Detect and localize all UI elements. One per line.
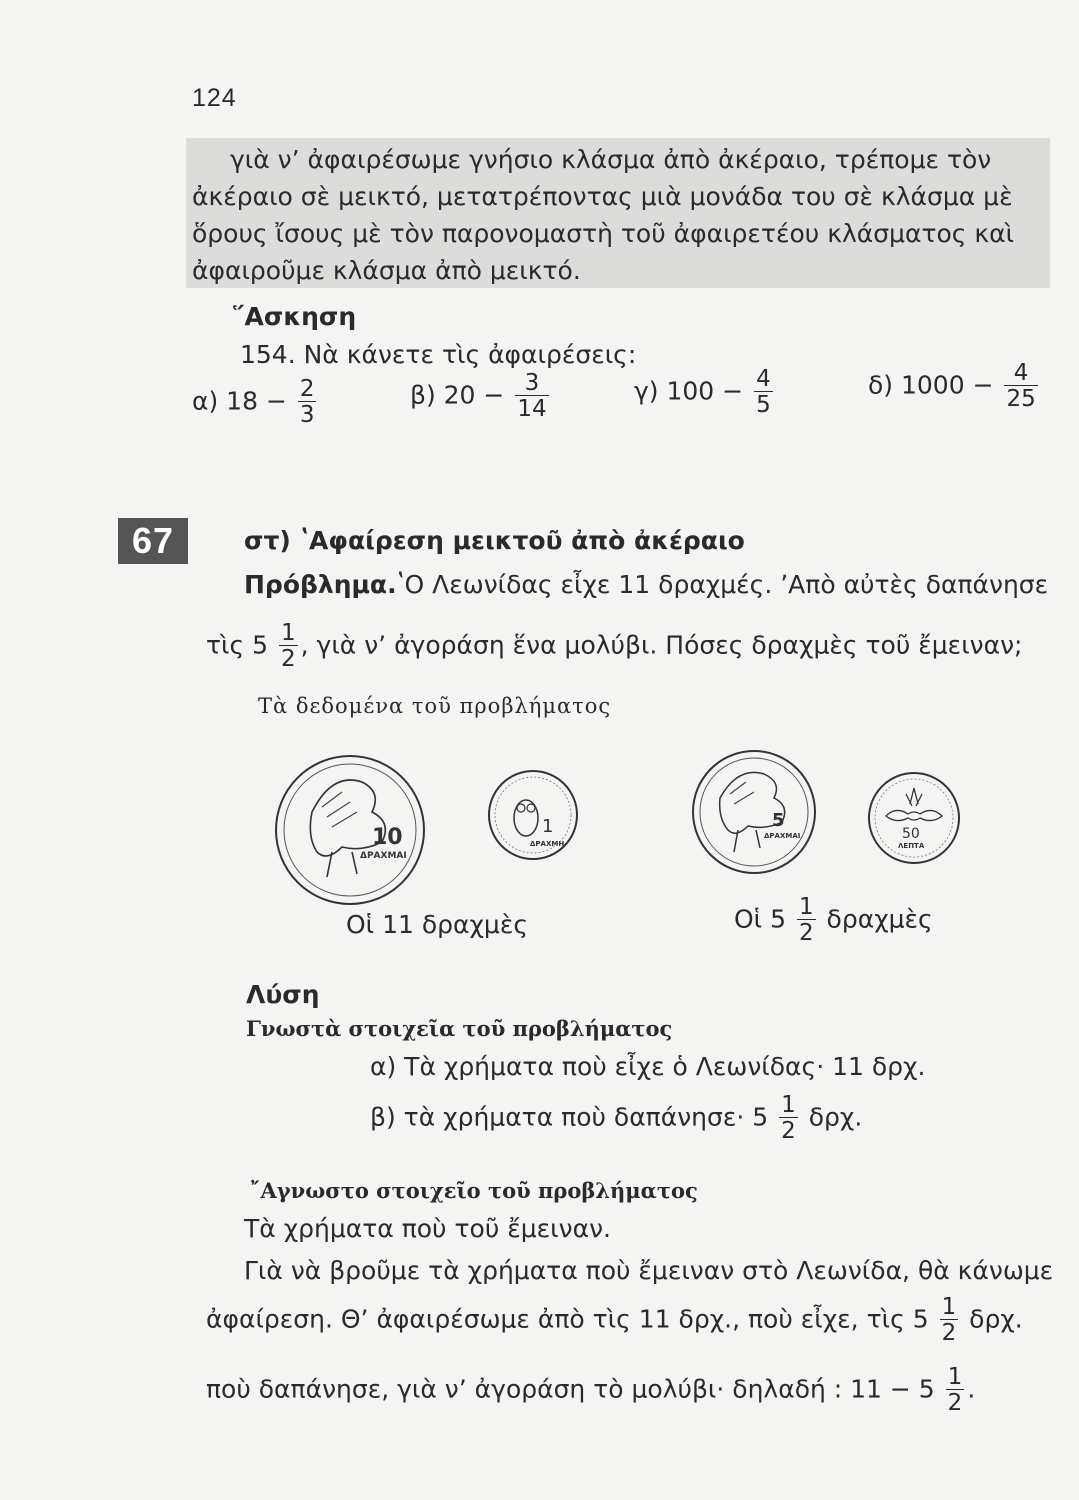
intro-line-1: γιὰ ν’ ἀφαιρέσωμε γνήσιο κλάσμα ἀπὸ ἀκέραιο, τρέπομε τὸν — [230, 145, 992, 174]
solution-paragraph-line-3 — [206, 1366, 975, 1415]
denominator: 14 — [517, 396, 547, 422]
numerator: 1 — [281, 620, 296, 646]
intro-line-2: ἀκέραιο σὲ μεικτό, μετατρέποντας μιὰ μονάδα του σὲ κλάσμα μὲ — [192, 182, 1013, 211]
exercise-item-label: δ) 1000 − — [868, 370, 994, 400]
numerator: 3 — [515, 372, 548, 396]
coin-1-drachmi — [486, 768, 580, 862]
denominator: 3 — [299, 402, 315, 428]
denominator: 2 — [947, 1390, 963, 1416]
fraction-one-half — [797, 896, 816, 945]
problem-line-2-start: τὶς 5 — [206, 630, 269, 660]
exercise-item-label: β) 20 − — [410, 380, 505, 410]
solution-paragraph-line-2 — [206, 1296, 1023, 1345]
fraction-one-half — [779, 1094, 798, 1143]
denominator: 2 — [281, 646, 296, 672]
problem-label: Πρόβλημα. — [244, 570, 397, 599]
solution-line-3-start: ποὺ δαπάνησε, γιὰ ν’ ἀγοράση τὸ μολύβι· δηλαδή : 11 − 5 — [206, 1374, 935, 1404]
coin-50-text: ΛΕΠΤΑ — [898, 842, 925, 850]
intro-line-4: ἀφαιροῦμε κλάσμα ἀπὸ μεικτό. — [192, 256, 581, 285]
known-item-b-start: β) τὰ χρήματα ποὺ δαπάνησε· 5 — [370, 1102, 769, 1132]
exercise-item-b — [410, 372, 552, 421]
denominator: 25 — [1006, 386, 1036, 412]
data-heading: Τὰ δεδομένα τοῦ προβλήματος — [258, 694, 612, 718]
fraction-one-half — [279, 622, 298, 671]
numerator: 1 — [947, 1364, 963, 1390]
coin-1-value: 1 — [542, 816, 554, 837]
exercise-item-label: γ) 100 − — [634, 376, 744, 406]
section-title: στ) ʽΑφαίρεση μεικτοῦ ἀπὸ ἀκέραιο — [244, 526, 745, 555]
numerator: 2 — [299, 376, 315, 402]
coin-50-lepta — [866, 770, 962, 866]
exercise-prompt: 154. Νὰ κάνετε τὶς ἀφαιρέσεις: — [240, 340, 637, 369]
exercise-item-a — [192, 378, 319, 427]
solution-line-3-end: . — [967, 1374, 976, 1404]
page-number: 124 — [192, 84, 237, 112]
section-number-badge: 67 — [118, 518, 188, 564]
caption-right-end: δραχμὲς — [826, 904, 933, 934]
denominator: 2 — [798, 920, 814, 946]
coin-1-text: ΔΡΑΧΜΗ — [530, 840, 565, 848]
numerator: 1 — [941, 1294, 957, 1320]
coin-10-drachmai — [272, 752, 428, 908]
solution-line-2-end: δρχ. — [969, 1304, 1023, 1334]
exercise-item-c — [634, 368, 776, 417]
problem-line-1 — [244, 570, 1048, 599]
solution-line-2-start: ἀφαίρεση. Θ’ ἀφαιρέσωμε ἀπὸ τὶς 11 δρχ., ποὺ εἶχε, τὶς 5 — [206, 1304, 929, 1334]
exercise-item-d — [868, 362, 1041, 411]
exercise-item-label: α) 18 − — [192, 386, 287, 416]
numerator: 4 — [1004, 362, 1037, 386]
denominator: 2 — [941, 1320, 957, 1346]
fraction-one-half — [946, 1366, 965, 1415]
fraction — [754, 368, 773, 417]
denominator: 5 — [756, 392, 771, 418]
known-item-b — [370, 1094, 862, 1143]
numerator: 1 — [781, 1092, 796, 1118]
caption-left: Οἱ 11 δραχμὲς — [346, 910, 529, 939]
caption-right — [734, 896, 933, 945]
problem-text: ʽΟ Λεωνίδας εἶχε 11 δραχμές. ʼΑπὸ αὐτὲς δαπάνησε — [396, 570, 1049, 599]
coin-10-text: ΔΡΑΧΜΑΙ — [360, 851, 407, 861]
fraction — [515, 372, 548, 421]
coin-10-value: 10 — [372, 825, 403, 850]
denominator: 2 — [781, 1118, 796, 1144]
numerator: 4 — [756, 366, 771, 392]
exercise-heading: ῞Ασκηση — [232, 302, 357, 331]
fraction — [1004, 362, 1037, 411]
unknown-text: Τὰ χρήματα ποὺ τοῦ ἔμειναν. — [244, 1214, 611, 1243]
problem-line-2-end: , γιὰ ν’ ἀγοράση ἕνα μολύβι. Πόσες δραχμὲς τοῦ ἔμειναν; — [300, 630, 1023, 660]
solution-heading: Λύση — [246, 980, 320, 1009]
numerator: 1 — [798, 894, 814, 920]
coin-5-value: 5 — [772, 810, 785, 831]
coin-5-text: ΔΡΑΧΜΑΙ — [764, 832, 801, 840]
problem-line-2 — [206, 622, 1022, 671]
known-item-a: α) Τὰ χρήματα ποὺ εἶχε ὁ Λεωνίδας· 11 δρχ. — [370, 1052, 926, 1081]
coin-50-value: 50 — [902, 826, 920, 842]
caption-right-start: Οἱ 5 — [734, 904, 786, 934]
known-heading: Γνωστὰ στοιχεῖα τοῦ προβλήματος — [246, 1016, 673, 1041]
known-item-b-end: δρχ. — [808, 1102, 863, 1132]
solution-paragraph-line-1: Γιὰ νὰ βροῦμε τὰ χρήματα ποὺ ἔμειναν στὸ Λεωνίδα, θὰ κάνωμε — [244, 1256, 1054, 1285]
fraction — [298, 378, 317, 427]
intro-line-3: ὅρους ἴσους μὲ τὸν παρονομαστὴ τοῦ ἀφαιρετέου κλάσματος καὶ — [192, 219, 1015, 248]
fraction-one-half — [940, 1296, 959, 1345]
unknown-heading: ῎Αγνωστο στοιχεῖο τοῦ προβλήματος — [250, 1178, 698, 1203]
coin-5-drachmai — [690, 748, 818, 876]
